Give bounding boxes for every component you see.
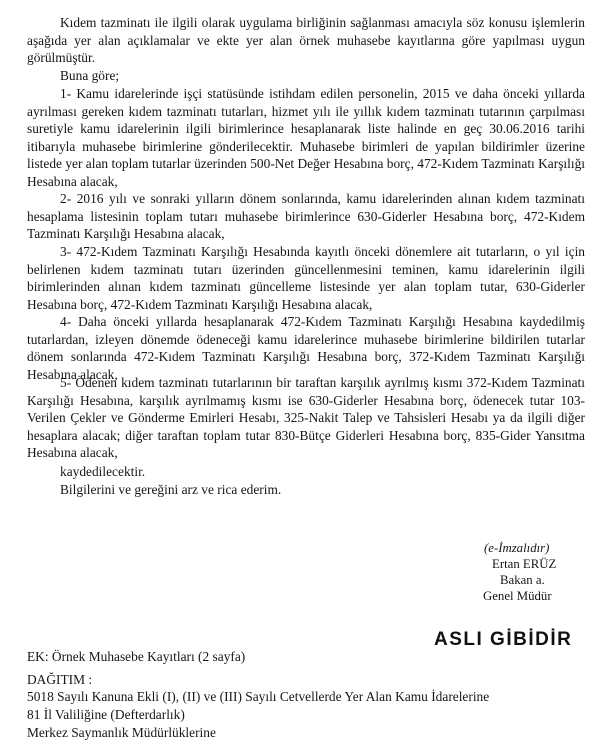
closing-record: kaydedilecektir.: [60, 464, 146, 479]
signer-title-1: Bakan a.: [500, 573, 545, 587]
item-4-paragraph: 4- Daha önceki yıllarda hesaplanarak 472-Kıdem Tazminatı Karşılığı Hesabına kaydedilmiş tutarlardan, izleyen dönemde ödeneceği kamu idarelerince muhasebe birimlerine bildirilen tutarlar dönem sonlarında 472-Kıdem Tazminatı Karşılığı Hesabına borç, 372-Kıdem Tazminatı Karşılığı Hesabına alacak,: [27, 314, 585, 382]
distribution-item: Merkez Saymanlık Müdürlüklerine: [27, 725, 216, 740]
intro-paragraph: Kıdem tazminatı ile ilgili olarak uygulama birliğinin sağlanması amacıyla söz konusu işlemlerin aşağıda yer alan açıklamalar ve ekte yer alan örnek muhasebe kayıtlarına göre yapılması uygun görülmüştür.: [27, 15, 585, 66]
lead-text: Buna göre;: [60, 68, 120, 83]
annex-note: EK: Örnek Muhasebe Kayıtları (2 sayfa): [27, 649, 246, 664]
distribution-item: 81 İl Valiliğine (Defterdarlık): [27, 707, 185, 722]
item-5-paragraph: 5- Ödenen kıdem tazminatı tutarlarının bir taraftan karşılık ayrılmış kısmı 372-Kıdem Tazminatı Karşılığı Hesabına, karşılık ayrılmamış kısmı ise 630-Giderler Hesabına borç, ödenecek tutar 103-Verilen Çekler ve Gönderme Emirleri Hesabı, 325-Nakit Talep ve Tahsisleri Hesabı ya da ilgili diğer hesaplara alacak; diğer taraftan toplam tutar 830-Bütçe Giderleri Hesabına borç, 835-Gider Yansıtma Hesabına alacak,: [27, 375, 585, 461]
signer-title-2: Genel Müdür: [483, 589, 552, 603]
distribution-title: DAĞITIM :: [27, 672, 93, 687]
closing-text: Bilgilerini ve gereğini arz ve rica ederim.: [60, 482, 282, 497]
item-3-paragraph: 3- 472-Kıdem Tazminatı Karşılığı Hesabında kayıtlı önceki dönemlere ait tutarların, o yıl için belirlenen kıdem tazminatı tutarı üzerinden güncellenmesini teminen, kamu idarelerinin ilgili birimlerinden alınan kıdem tazminatı güncelleme listesinde yer alan toplam tutar, 630-Giderler Hesabına borç, 472-Kıdem Tazminatı Karşılığı Hesabına alacak,: [27, 244, 585, 312]
item-2-paragraph: 2- 2016 yılı ve sonraki yılların dönem sonlarında, kamu idarelerinden alınan kıdem tazminatı hesaplama listesinin toplam tutarı muhasebe birimlerince 630-Giderler Hesabına borç, 472-Kıdem Tazminatı Karşılığı Hesabına alacak,: [27, 191, 585, 242]
signer-name: Ertan ERÜZ: [492, 557, 557, 571]
certified-copy-stamp: ASLI GİBİDİR: [434, 629, 573, 650]
e-signature-note: (e-İmzalıdır): [484, 541, 550, 555]
item-1-paragraph: 1- Kamu idarelerinde işçi statüsünde istihdam edilen personelin, 2015 ve daha önceki yıllarda ayrılması gereken kıdem tazminatı tutarları, hizmet yılı ile yıllık kıdem tazminatı tutarının çarpılması suretiyle kamu idarelerinin ilgili birimlerince hesaplanarak liste halinde en geç 30.06.2016 tarihi itibarıyla muhasebe birimlerine gönderilecektir. Muhasebe birimleri de yapılan bildirimler üzerine listede yer alan toplam tutarlar üzerinden 500-Net Değer Hesabına borç, 472-Kıdem Tazminatı Karşılığı Hesabına alacak,: [27, 86, 585, 189]
distribution-item: 5018 Sayılı Kanuna Ekli (I), (II) ve (III) Sayılı Cetvellerde Yer Alan Kamu İdarelerine: [27, 689, 490, 704]
